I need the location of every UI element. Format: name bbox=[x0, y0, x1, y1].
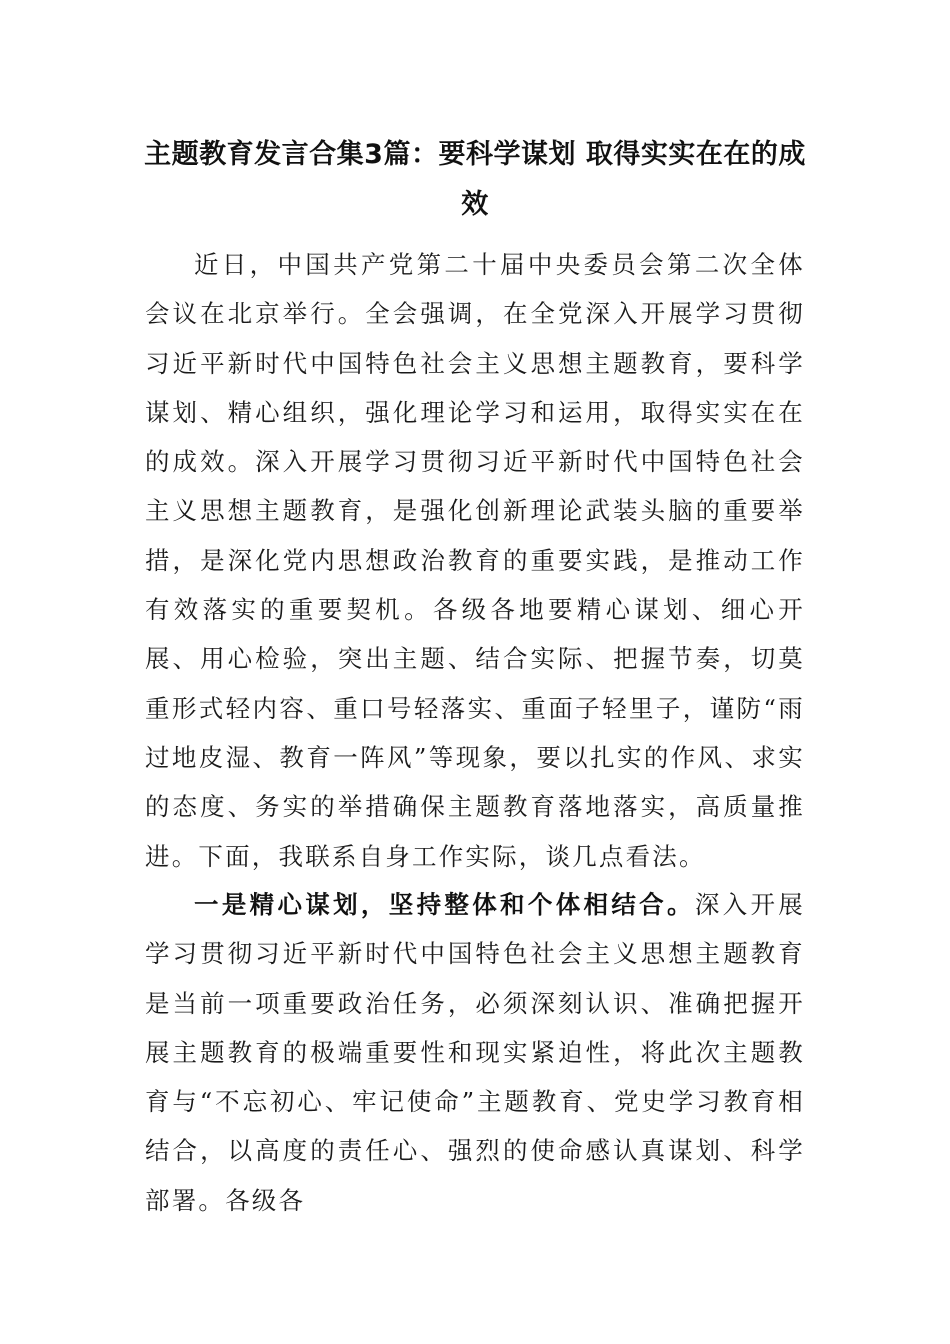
paragraph-point-one bbox=[145, 880, 805, 1225]
paragraph-point-one-heading: 一是精心谋划，坚持整体和个体相结合。 bbox=[194, 890, 695, 919]
document-title: 主题教育发言合集3篇：要科学谋划 取得实实在在的成效 bbox=[144, 139, 806, 220]
paragraph-intro-text: 近日，中国共产党第二十届中央委员会第二次全体会议在北京举行。全会强调，在全党深入开展学习贯彻习近平新时代中国特色社会主义思想主题教育，要科学谋划、精心组织，强化理论学习和运用，取得实实在在的成效。深入开展学习贯彻习近平新时代中国特色社会主义思想主题教育，是强化创新理论武装头脑的重要举措，是深化党内思想政治教育的重要实践，是推动工作有效落实的重要契机。各级各地要精心谋划、细心开展、用心检验，突出主题、结合实际、把握节奏，切莫重形式轻内容、重口号轻落实、重面子轻里子，谨防“雨过地皮湿、教育一阵风”等现象，要以扎实的作风、求实的态度、务实的举措确保主题教育落地落实，高质量推进。下面，我联系自身工作实际，谈几点看法。 bbox=[145, 250, 805, 871]
paragraph-point-one-text: 深入开展学习贯彻习近平新时代中国特色社会主义思想主题教育是当前一项重要政治任务，必须深刻认识、准确把握开展主题教育的极端重要性和现实紧迫性，将此次主题教育与“不忘初心、牢记使命”主题教育、党史学习教育相结合，以高度的责任心、强烈的使命感认真谋划、科学部署。各级各 bbox=[145, 890, 805, 1215]
paragraph-intro bbox=[145, 240, 805, 881]
